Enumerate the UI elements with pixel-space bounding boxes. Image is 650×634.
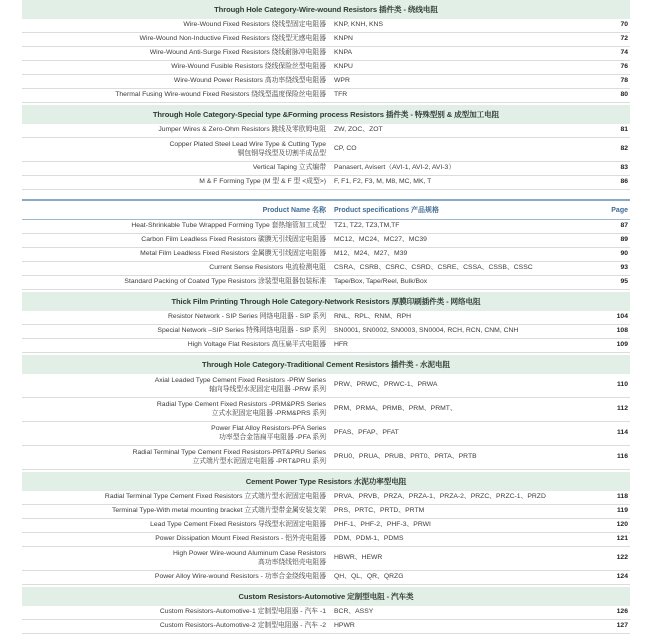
product-spec-line: QH、QL、QR、QRZG <box>334 573 404 581</box>
page-number[interactable]: 81 <box>620 126 628 134</box>
product-spec-line: Tape/Box, Tape/Reel, Bulk/Box <box>334 278 428 286</box>
table-row <box>22 162 630 176</box>
product-name-cell <box>22 622 330 630</box>
product-name-line: 高功率绕线铝壳电阻器 <box>258 558 326 566</box>
product-name-cell <box>22 164 330 172</box>
product-spec-cell <box>330 313 592 321</box>
product-name-line: Heat-Shrinkable Tube Wrapped Forming Type 套热缩管加工成型 <box>131 222 326 230</box>
product-name-cell <box>22 377 330 394</box>
table-row <box>22 533 630 547</box>
product-name-cell <box>22 264 330 272</box>
table-row <box>22 398 630 422</box>
table-row <box>22 325 630 339</box>
product-name-cell <box>22 608 330 616</box>
section-header: Cement Power Type Resistors 水泥功率型电阻 <box>22 472 630 491</box>
product-name-cell <box>22 141 330 158</box>
product-spec-line: BCR、ASSY <box>334 608 374 616</box>
table-row <box>22 491 630 505</box>
product-name-cell <box>22 425 330 442</box>
product-name-cell <box>22 449 330 466</box>
table-row <box>22 89 630 103</box>
product-spec-line: M12、M24、M27、M39 <box>334 250 408 258</box>
page-number[interactable]: 122 <box>616 554 628 562</box>
product-spec-cell <box>330 573 592 581</box>
product-spec-line: PFAS、PFAP、PFAT <box>334 429 399 437</box>
product-name-line: Custom Resistors-Automotive-2 定制型电阻器 - 汽车 -2 <box>159 622 326 630</box>
product-spec-line: CP, CO <box>334 145 357 153</box>
product-spec-cell <box>330 264 592 272</box>
product-name-line: High Voltage Flat Resistors 高压扁平式电阻器 <box>187 341 326 349</box>
table-row <box>22 276 630 290</box>
page-number[interactable]: 95 <box>620 278 628 286</box>
product-name-line: Special Network –SIP Series 特殊网络电阻器 - SIP 系列 <box>157 327 326 335</box>
product-spec-cell <box>330 622 592 630</box>
page-number[interactable]: 124 <box>616 573 628 581</box>
product-name-cell <box>22 222 330 230</box>
product-name-cell <box>22 521 330 529</box>
product-name-cell <box>22 401 330 418</box>
table-row <box>22 262 630 276</box>
product-spec-cell <box>330 507 592 515</box>
product-name-line: High Power Wire-wound Aluminum Case Resistors <box>173 550 326 558</box>
page-number[interactable]: 109 <box>616 341 628 349</box>
table-row <box>22 176 630 190</box>
product-name-line: Radial Type Cement Fixed Resistors -PRM&PRS Series <box>156 401 326 409</box>
product-spec-cell <box>330 236 592 244</box>
page-number[interactable]: 120 <box>616 521 628 529</box>
product-name-line: Vertical Taping 立式编带 <box>252 164 326 172</box>
section-header: Through Hole Category-Traditional Cement Resistors 插件类 - 水泥电阻 <box>22 355 630 374</box>
product-spec-line: PRU0、PRUA、PRUB、PRT0、PRTA、PRTB <box>334 453 477 461</box>
product-spec-line: WPR <box>334 77 350 85</box>
product-name-line: Terminal Type-With metal mounting bracket 立式端片型带金属安装支架 <box>111 507 326 515</box>
product-spec-cell <box>330 554 592 562</box>
product-spec-line: PRM、PRMA、PRMB、PRM、PRMT、 <box>334 405 457 413</box>
table-row <box>22 61 630 75</box>
product-name-line: Wire-Wound Fixed Resistors 绕线型固定电阻器 <box>183 21 326 29</box>
product-spec-line: PRVA、PRVB、PRZA、PRZA-1、PRZA-2、PRZC、PRZC-1、PRZD <box>334 493 546 501</box>
section-gap <box>22 190 630 199</box>
table-row <box>22 33 630 47</box>
product-spec-cell <box>330 405 592 413</box>
table-row <box>22 47 630 61</box>
page-number[interactable]: 93 <box>620 264 628 272</box>
table-row <box>22 422 630 446</box>
product-spec-cell <box>330 77 592 85</box>
product-name-line: Axial Leaded Type Cement Fixed Resistors -PRW Series <box>154 377 326 385</box>
product-spec-line: HFR <box>334 341 348 349</box>
product-name-line: Current Sense Resistors 电流检测电阻 <box>209 264 326 272</box>
product-name-cell <box>22 550 330 567</box>
product-spec-cell <box>330 145 592 153</box>
page-number[interactable]: 108 <box>616 327 628 335</box>
table-row <box>22 124 630 138</box>
product-name-line: Carbon Film Leadless Fixed Resistors 碳膜无引线固定电阻器 <box>141 236 326 244</box>
product-spec-cell <box>330 49 592 57</box>
table-row <box>22 220 630 234</box>
product-spec-line: KNPU <box>334 63 353 71</box>
product-spec-cell <box>330 35 592 43</box>
product-spec-line: KNP, KNH, KNS <box>334 21 383 29</box>
product-spec-line: F, F1, F2, F3, M, M8, MC, MK, T <box>334 178 432 186</box>
page-number[interactable]: 114 <box>617 429 628 437</box>
product-spec-cell <box>330 178 592 186</box>
page-number[interactable]: 126 <box>616 608 628 616</box>
product-name-line: Standard Packing of Coated Type Resistors 涂装型电阻器包装标准 <box>124 278 326 286</box>
product-spec-line: TZ1, TZ2, TZ3,TM,TF <box>334 222 400 230</box>
product-name-line: Lead Type Cement Fixed Resistors 导线型水泥固定电阻器 <box>150 521 326 529</box>
product-name-line: 立式端片型水泥固定电阻器 -PRT&PRU 系列 <box>192 457 326 465</box>
page-number[interactable]: 112 <box>617 405 628 413</box>
product-spec-cell <box>330 91 592 99</box>
product-name-cell <box>22 573 330 581</box>
column-header-spec: Product specifications 产品规格 <box>334 207 440 214</box>
table-row <box>22 138 630 162</box>
product-name-line: Wire-Wound Non-Inductive Fixed Resistors 绕线型无感电阻器 <box>139 35 326 43</box>
product-name-line: 轴向导线型水泥固定电阻器 -PRW 系列 <box>209 385 326 393</box>
table-row <box>22 19 630 33</box>
product-spec-cell <box>330 381 592 389</box>
page-number[interactable]: 121 <box>616 535 628 543</box>
product-spec-cell <box>330 429 592 437</box>
product-name-cell <box>22 91 330 99</box>
section-header: Custom Resistors-Automotive 定制型电阻 - 汽车类 <box>22 587 630 606</box>
page-number[interactable]: 87 <box>620 222 628 230</box>
product-spec-line: HBWR、HEWR <box>334 554 383 562</box>
product-name-cell <box>22 126 330 134</box>
product-spec-cell <box>330 453 592 461</box>
product-name-cell <box>22 327 330 335</box>
page-number[interactable]: 86 <box>620 178 628 186</box>
product-name-cell <box>22 341 330 349</box>
product-name-line: Power Alloy Wire-wound Resistors - 功率合金绕线电阻器 <box>154 573 326 581</box>
page-number[interactable]: 76 <box>620 63 628 71</box>
column-header-row <box>22 199 630 220</box>
product-spec-line: HPWR <box>334 622 355 630</box>
product-spec-cell <box>330 278 592 286</box>
table-row <box>22 571 630 585</box>
product-spec-cell <box>330 222 592 230</box>
table-row <box>22 606 630 620</box>
product-name-line: 功率型合金箔扁平电阻器 -PFA 系列 <box>219 433 326 441</box>
table-row <box>22 75 630 89</box>
product-name-line: M & F Forming Type (M 型 & F 型 <成型>) <box>199 178 326 186</box>
product-name-cell <box>22 313 330 321</box>
table-row <box>22 547 630 571</box>
page-number[interactable]: 70 <box>620 21 628 29</box>
product-spec-cell <box>330 126 592 134</box>
product-name-line: Metal Film Leadless Fixed Resistors 金属膜无引线固定电阻器 <box>140 250 326 258</box>
product-name-line: Wire-Wound Power Resistors 高功率绕线型电阻器 <box>173 77 326 85</box>
product-spec-line: KNPA <box>334 49 353 57</box>
product-spec-cell <box>330 341 592 349</box>
product-name-cell <box>22 493 330 501</box>
product-name-line: Power Flat Alloy Resistors-PFA Series <box>211 425 326 433</box>
product-name-cell <box>22 507 330 515</box>
section-header: Through Hole Category-Special type &Forming process Resistors 插件类 - 特殊型别 & 成型加工电阻 <box>22 105 630 124</box>
product-spec-cell <box>330 164 592 172</box>
product-name-line: Resistor Network - SIP Series 网络电阻器 - SIP 系列 <box>168 313 326 321</box>
product-spec-line: ZW, ZOC、ZOT <box>334 126 383 134</box>
product-name-line: Thermal Fusing Wire-wound Fixed Resistors 绕线型温度保险丝电阻器 <box>115 91 326 99</box>
product-name-cell <box>22 178 330 186</box>
product-name-cell <box>22 35 330 43</box>
product-name-line: Custom Resistors-Automotive-1 定制型电阻器 - 汽车 -1 <box>159 608 326 616</box>
section-header: Thick Film Printing Through Hole Category-Network Resistors 厚膜印刷插件类 - 网络电阻 <box>22 292 630 311</box>
product-name-line: 立式水泥固定电阻器 -PRM&PRS 系列 <box>211 409 326 417</box>
page-number[interactable]: 82 <box>620 145 628 153</box>
product-spec-line: PRS、PRTC、PRTD、PRTM <box>334 507 425 515</box>
page-number[interactable]: 119 <box>617 507 628 515</box>
product-spec-cell <box>330 250 592 258</box>
page-number[interactable]: 80 <box>620 91 628 99</box>
product-spec-line: SN0001, SN0002, SN0003, SN0004, RCH, RCN, CNM, CNH <box>334 327 519 335</box>
page-number[interactable]: 118 <box>617 493 628 501</box>
product-name-line: Wire-Wound Anti-Surge Fixed Resistors 绕线耐脉冲电阻器 <box>149 49 326 57</box>
table-row <box>22 519 630 533</box>
product-name-cell <box>22 21 330 29</box>
product-spec-cell <box>330 535 592 543</box>
product-name-line: Wire-Wound Fusible Resistors 绕线保险丝型电阻器 <box>171 63 326 71</box>
page-number[interactable]: 104 <box>616 313 628 321</box>
page-number[interactable]: 83 <box>620 164 628 172</box>
column-header-page: Page <box>611 206 628 214</box>
column-header-name: Product Name 名称 <box>262 207 326 214</box>
table-row <box>22 446 630 470</box>
page-number[interactable]: 116 <box>617 453 628 461</box>
product-spec-cell <box>330 493 592 501</box>
product-spec-line: RNL、RPL、RNM、RPH <box>334 313 412 321</box>
product-spec-cell <box>330 327 592 335</box>
product-spec-line: PRW、PRWC、PRWC-1、PRWA <box>334 381 438 389</box>
product-spec-line: Panasert, Avisert（AVI-1, AVI-2, AVI-3） <box>334 164 456 172</box>
table-row <box>22 234 630 248</box>
product-name-cell <box>22 63 330 71</box>
page-number[interactable]: 89 <box>620 236 628 244</box>
product-name-cell <box>22 77 330 85</box>
product-name-line: Radial Terminal Type Cement Fixed Resistors 立式端片型水泥固定电阻器 <box>104 493 326 501</box>
product-spec-line: PDM、PDM-1、PDMS <box>334 535 404 543</box>
product-name-line: 铜包钢导线型及切割半成品型 <box>237 149 326 157</box>
table-row <box>22 248 630 262</box>
product-spec-line: MC12、MC24、MC27、MC39 <box>334 236 427 244</box>
page-number[interactable]: 127 <box>616 622 628 630</box>
product-spec-line: PHF-1、PHF-2、PHF-3、PRWI <box>334 521 431 529</box>
product-name-cell <box>22 250 330 258</box>
table-row <box>22 505 630 519</box>
product-spec-line: TFR <box>334 91 348 99</box>
product-spec-cell <box>330 608 592 616</box>
product-name-cell <box>22 535 330 543</box>
page-number[interactable]: 72 <box>620 35 628 43</box>
table-row <box>22 374 630 398</box>
product-name-cell <box>22 278 330 286</box>
section-header: Through Hole Category-Wire-wound Resistors 插件类 - 绕线电阻 <box>22 0 630 19</box>
table-row <box>22 311 630 325</box>
table-row <box>22 339 630 353</box>
product-name-line: Power Dissipation Mount Fixed Resistors - 铝外壳电阻器 <box>155 535 326 543</box>
product-spec-line: CSRA、CSRB、CSRC、CSRD、CSRE、CSSA、CSSB、CSSC <box>334 264 533 272</box>
product-index-table <box>22 0 630 634</box>
page-number[interactable]: 78 <box>620 77 628 85</box>
product-name-line: Copper Plated Steel Lead Wire Type & Cutting Type <box>169 141 326 149</box>
page-number[interactable]: 90 <box>620 250 628 258</box>
product-spec-cell <box>330 21 592 29</box>
product-name-line: Radial Terminal Type Cement Fixed Resistors-PRT&PRU Series <box>132 449 326 457</box>
product-name-cell <box>22 49 330 57</box>
page-number[interactable]: 110 <box>617 381 628 389</box>
product-spec-line: KNPN <box>334 35 353 43</box>
page-number[interactable]: 74 <box>620 49 628 57</box>
product-name-cell <box>22 236 330 244</box>
product-spec-cell <box>330 521 592 529</box>
product-name-line: Jumper Wires & Zero-Ohm Resistors 跳线及零欧姆电阻 <box>158 126 326 134</box>
table-row <box>22 620 630 634</box>
product-spec-cell <box>330 63 592 71</box>
